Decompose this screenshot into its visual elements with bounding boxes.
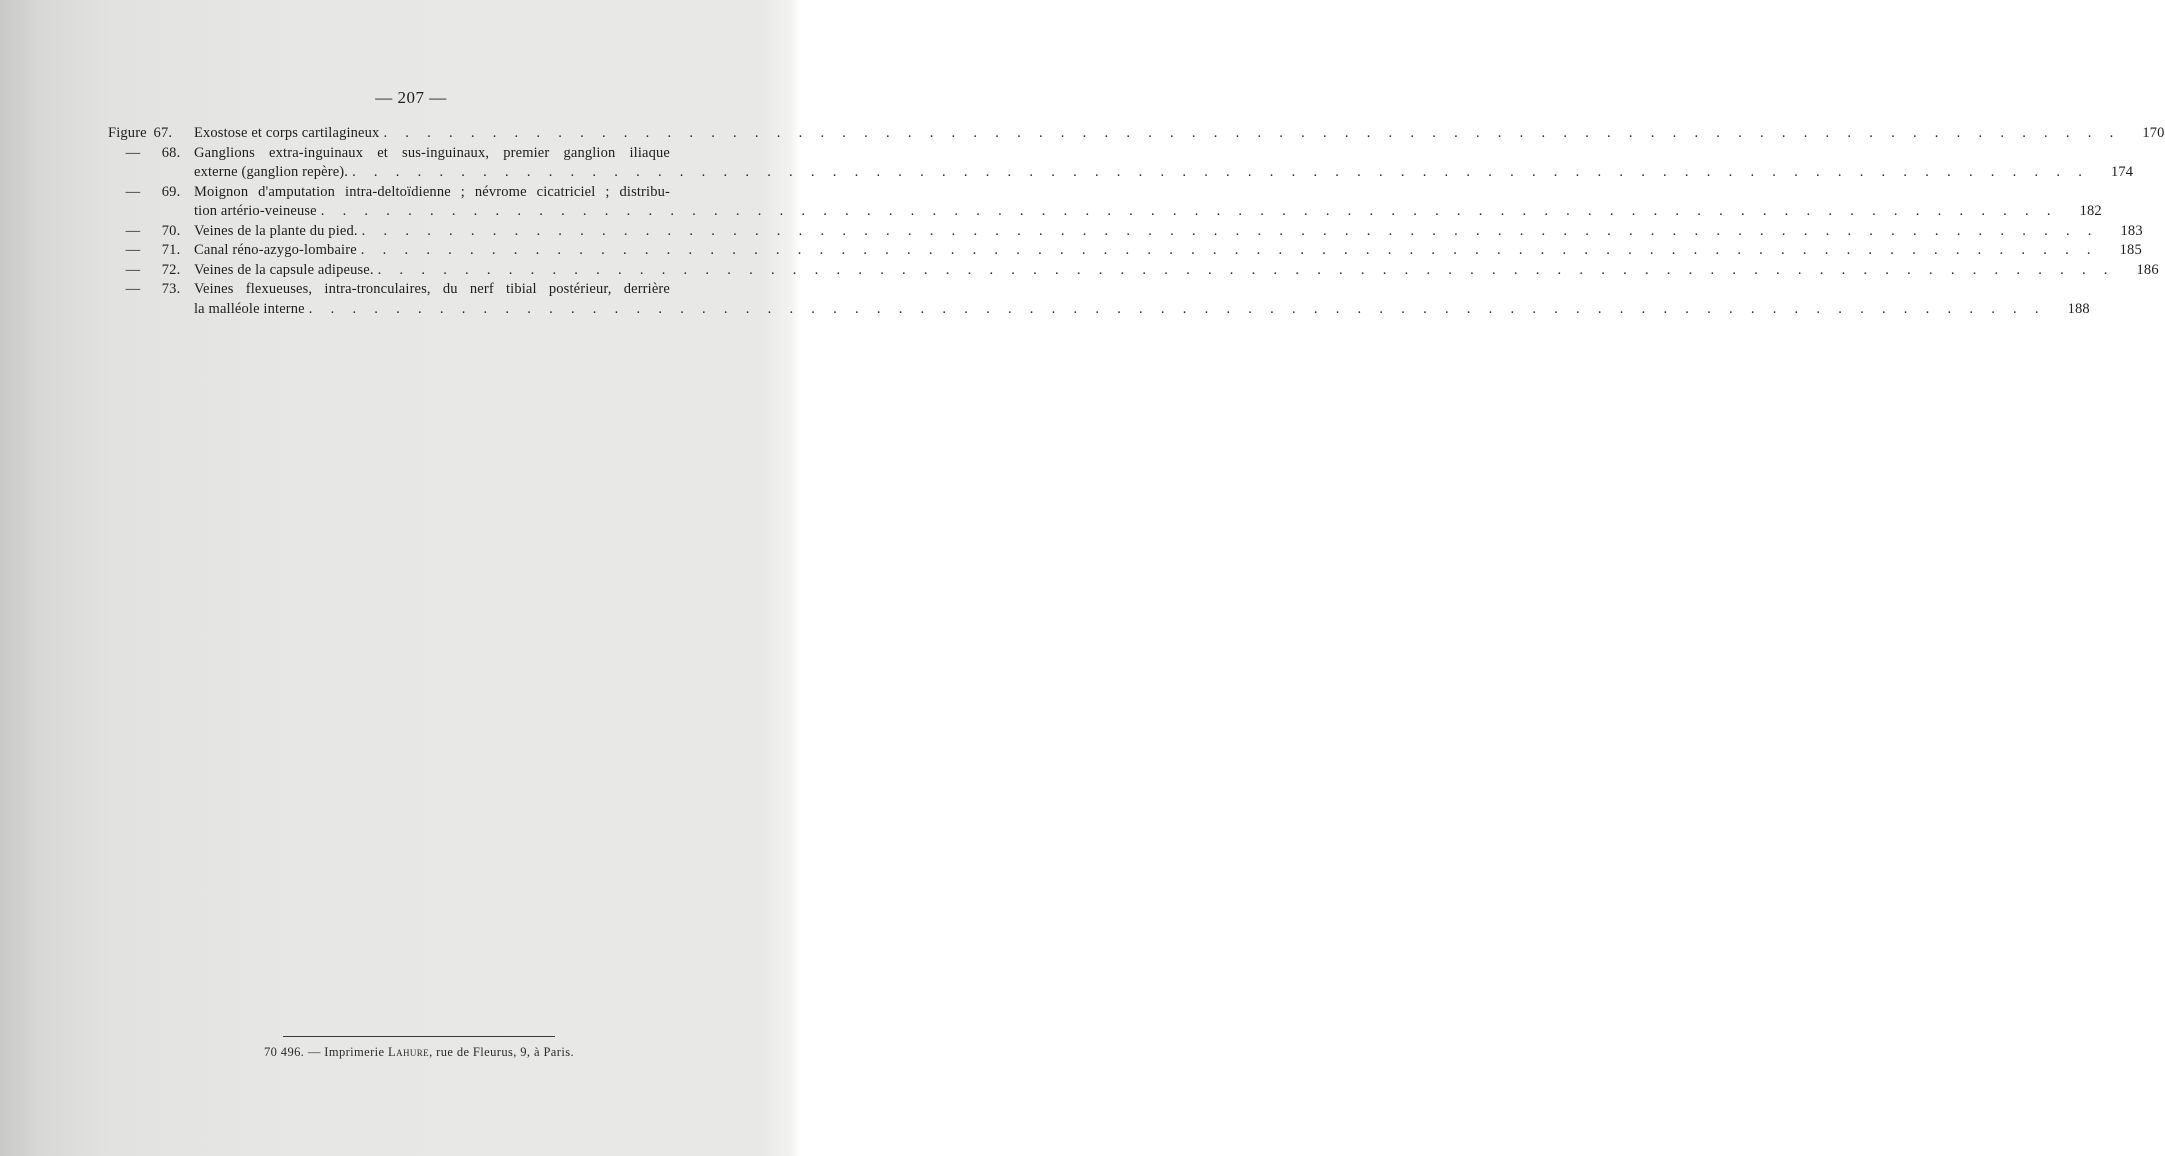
figure-label [108,144,184,164]
figure-title-line: Veines de la plante du pied. [194,222,358,239]
dot-leader: . . . . . . . . . . . . . . . . . . . . . . . . . . . . . . . . . . . . . . . . . . . . . . . . . . . . . . . . . . . . . . . . . . . . . . . . . . . . . . . . [320,203,2058,219]
figure-page-number: 188 [2067,300,2090,317]
imprint-dash: — [307,1045,321,1059]
figure-entry [108,183,2102,222]
figure-prefix: Figure [108,125,147,141]
dot-leader: . . . . . . . . . . . . . . . . . . . . . . . . . . . . . . . . . . . . . . . . . . . . . . . . . . . . . . . . . . . . . . . . . . . . . . . . . . . . . . . . [360,242,2098,258]
figure-page-number: 170 [2142,125,2165,141]
figure-prefix: — [125,261,141,278]
figure-title-line: Canal réno-azygo-lombaire [194,242,357,258]
figure-title-line: Exostose et corps cartilagineux [194,125,380,141]
imprint-address: , rue de Fleurus, 9, à Paris. [429,1045,574,1059]
dot-leader: . . . . . . . . . . . . . . . . . . . . . . . . . . . . . . . . . . . . . . . . . . . . . . . . . . . . . . . . . . . . . . . . . . . . . . . . . . . . . . . . [383,125,2121,141]
figure-page-number: 174 [2110,164,2134,180]
figure-page-number: 186 [2136,261,2159,278]
figure-title-line: Moignon d'amputation intra-deltoïdienne ; névrome cicatriciel ; distribu- [194,183,670,200]
figure-label [108,222,184,242]
figure-entry [108,144,2134,183]
figure-label [108,124,184,144]
figure-title-line: Veines de la capsule adipeuse. [194,261,374,278]
figure-label [108,183,184,203]
figure-label [108,241,184,261]
figure-prefix: — [125,281,141,297]
dot-leader: . . . . . . . . . . . . . . . . . . . . . . . . . . . . . . . . . . . . . . . . . . . . . . . . . . . . . . . . . . . . . . . . . . . . . . . . . . . . . . . . [352,164,2090,180]
figure-title-line: la malléole interne [194,300,305,317]
figure-title-line: externe (ganglion repère). [194,164,349,180]
figure-entry [108,280,2090,319]
figure-entry [108,241,2142,261]
figure-number: 73. [158,281,181,297]
figure-title-line: Veines flexueuses, intra-tronculaires, du nerf tibial postérieur, derrière [194,281,670,297]
figure-label [108,280,184,300]
figure-page-number: 183 [2120,222,2143,239]
figure-list [108,124,2165,319]
figure-page-number: 185 [2119,242,2142,258]
imprint-printer-name: Lahure [388,1045,430,1059]
figure-prefix: — [125,183,141,200]
dot-leader: . . . . . . . . . . . . . . . . . . . . . . . . . . . . . . . . . . . . . . . . . . . . . . . . . . . . . . . . . . . . . . . . . . . . . . . . . . . . . . . . [377,261,2115,278]
footer-rule [283,1036,555,1037]
imprint-printer-lead: Imprimerie [324,1045,385,1059]
figure-number: 67. [149,125,173,141]
dot-leader: . . . . . . . . . . . . . . . . . . . . . . . . . . . . . . . . . . . . . . . . . . . . . . . . . . . . . . . . . . . . . . . . . . . . . . . . . . . . . . . . [308,300,2046,317]
figure-number: 72. [158,261,181,278]
figure-prefix: — [125,242,141,258]
figure-label [108,261,184,281]
figure-title-line: tion artério-veineuse [194,203,317,219]
figure-entry [108,124,2165,144]
dot-leader: . . . . . . . . . . . . . . . . . . . . . . . . . . . . . . . . . . . . . . . . . . . . . . . . . . . . . . . . . . . . . . . . . . . . . . . . . . . . . . . . [361,222,2099,239]
figure-prefix: — [125,144,141,161]
figure-number: 70. [158,222,181,239]
figure-entry [108,222,2143,242]
figure-number: 71. [158,242,181,258]
figure-number: 69. [158,183,181,200]
figure-page-number: 182 [2079,203,2102,219]
figure-number: 68. [158,144,181,161]
printer-imprint [0,1045,838,1060]
figure-title-line: Ganglions extra-inguinaux et sus-inguinaux, premier ganglion iliaque [194,144,670,161]
page-number: — 207 — [375,88,447,107]
imprint-job-number: 70 496. [263,1045,305,1059]
figure-prefix: — [125,222,141,239]
figure-entry [108,261,2159,281]
